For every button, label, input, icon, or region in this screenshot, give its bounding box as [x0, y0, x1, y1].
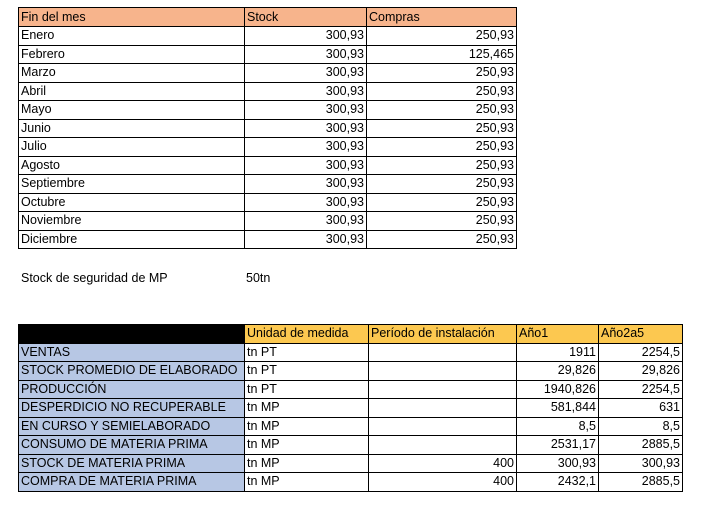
table-row	[19, 138, 517, 157]
cell-compras: 250,93	[367, 230, 517, 249]
cell-anio2a5: 2885,5	[599, 436, 683, 455]
cell-anio1: 1940,826	[517, 380, 599, 399]
header-concepto	[19, 325, 245, 344]
cell-periodo	[369, 362, 517, 381]
cell-stock: 300,93	[245, 193, 367, 212]
cell-stock: 300,93	[245, 27, 367, 46]
cell-unidad: tn PT	[245, 380, 369, 399]
cell-stock: 300,93	[245, 138, 367, 157]
cell-anio2a5: 2254,5	[599, 380, 683, 399]
cell-mes: Enero	[19, 27, 245, 46]
cell-mes: Abril	[19, 82, 245, 101]
header-anio2a5: Año2a5	[599, 325, 683, 344]
cell-mes: Julio	[19, 138, 245, 157]
cell-concepto: PRODUCCIÓN	[19, 380, 245, 399]
cell-compras: 250,93	[367, 212, 517, 231]
header-periodo-de-instalacion: Período de instalación	[369, 325, 517, 344]
cell-anio1: 2531,17	[517, 436, 599, 455]
cell-stock: 300,93	[245, 45, 367, 64]
cell-periodo	[369, 436, 517, 455]
cell-unidad: tn MP	[245, 436, 369, 455]
cell-unidad: tn MP	[245, 454, 369, 473]
table-row	[19, 27, 517, 46]
cell-stock: 300,93	[245, 175, 367, 194]
cell-periodo	[369, 380, 517, 399]
table-row	[19, 230, 517, 249]
cell-periodo: 400	[369, 454, 517, 473]
cell-stock: 300,93	[245, 212, 367, 231]
cell-anio2a5: 2254,5	[599, 343, 683, 362]
cell-stock: 300,93	[245, 230, 367, 249]
cell-compras: 250,93	[367, 119, 517, 138]
table-row	[19, 156, 517, 175]
cell-mes: Noviembre	[19, 212, 245, 231]
cell-anio2a5: 300,93	[599, 454, 683, 473]
table-row	[19, 343, 683, 362]
production-table-header	[19, 325, 683, 344]
cell-compras: 250,93	[367, 27, 517, 46]
cell-anio1: 581,844	[517, 399, 599, 418]
cell-stock: 300,93	[245, 82, 367, 101]
cell-stock: 300,93	[245, 156, 367, 175]
cell-concepto: COMPRA DE MATERIA PRIMA	[19, 473, 245, 492]
table-row	[19, 380, 683, 399]
monthly-table-header	[19, 8, 517, 27]
cell-mes: Febrero	[19, 45, 245, 64]
monthly-stock-table	[18, 7, 517, 249]
table-row	[19, 45, 517, 64]
cell-concepto: STOCK PROMEDIO DE ELABORADO	[19, 362, 245, 381]
cell-anio1: 1911	[517, 343, 599, 362]
table-row	[19, 454, 683, 473]
table-row	[19, 399, 683, 418]
cell-mes: Junio	[19, 119, 245, 138]
table-row	[19, 64, 517, 83]
cell-compras: 250,93	[367, 64, 517, 83]
cell-unidad: tn PT	[245, 362, 369, 381]
cell-unidad: tn PT	[245, 343, 369, 362]
cell-stock: 300,93	[245, 119, 367, 138]
cell-stock: 300,93	[245, 64, 367, 83]
cell-mes: Octubre	[19, 193, 245, 212]
safety-stock-label: Stock de seguridad de MP	[21, 271, 168, 285]
cell-compras: 250,93	[367, 82, 517, 101]
cell-compras: 250,93	[367, 156, 517, 175]
cell-periodo	[369, 399, 517, 418]
table-row	[19, 212, 517, 231]
cell-anio2a5: 631	[599, 399, 683, 418]
table-row	[19, 193, 517, 212]
cell-concepto: VENTAS	[19, 343, 245, 362]
header-unidad-de-medida: Unidad de medida	[245, 325, 369, 344]
cell-mes: Diciembre	[19, 230, 245, 249]
cell-stock: 300,93	[245, 101, 367, 120]
cell-compras: 250,93	[367, 138, 517, 157]
table-row	[19, 175, 517, 194]
cell-mes: Agosto	[19, 156, 245, 175]
table-row	[19, 436, 683, 455]
table-row	[19, 417, 683, 436]
cell-periodo: 400	[369, 473, 517, 492]
safety-stock-line	[21, 269, 321, 287]
header-anio1: Año1	[517, 325, 599, 344]
header-fin-del-mes: Fin del mes	[19, 8, 245, 27]
cell-concepto: STOCK DE MATERIA PRIMA	[19, 454, 245, 473]
table-row	[19, 473, 683, 492]
header-stock: Stock	[245, 8, 367, 27]
cell-compras: 250,93	[367, 193, 517, 212]
cell-anio2a5: 29,826	[599, 362, 683, 381]
cell-compras: 125,465	[367, 45, 517, 64]
cell-unidad: tn MP	[245, 473, 369, 492]
cell-periodo	[369, 343, 517, 362]
cell-compras: 250,93	[367, 101, 517, 120]
table-row	[19, 119, 517, 138]
cell-mes: Marzo	[19, 64, 245, 83]
table-row	[19, 362, 683, 381]
cell-periodo	[369, 417, 517, 436]
table-row	[19, 101, 517, 120]
cell-concepto: CONSUMO DE MATERIA PRIMA	[19, 436, 245, 455]
cell-concepto: DESPERDICIO NO RECUPERABLE	[19, 399, 245, 418]
cell-anio2a5: 8,5	[599, 417, 683, 436]
header-compras: Compras	[367, 8, 517, 27]
cell-anio1: 29,826	[517, 362, 599, 381]
cell-unidad: tn MP	[245, 417, 369, 436]
safety-stock-value: 50tn	[246, 271, 271, 285]
cell-anio2a5: 2885,5	[599, 473, 683, 492]
cell-anio1: 300,93	[517, 454, 599, 473]
cell-mes: Mayo	[19, 101, 245, 120]
cell-mes: Septiembre	[19, 175, 245, 194]
table-row	[19, 82, 517, 101]
production-table	[18, 324, 683, 492]
cell-unidad: tn MP	[245, 399, 369, 418]
cell-compras: 250,93	[367, 175, 517, 194]
cell-anio1: 8,5	[517, 417, 599, 436]
cell-concepto: EN CURSO Y SEMIELABORADO	[19, 417, 245, 436]
cell-anio1: 2432,1	[517, 473, 599, 492]
